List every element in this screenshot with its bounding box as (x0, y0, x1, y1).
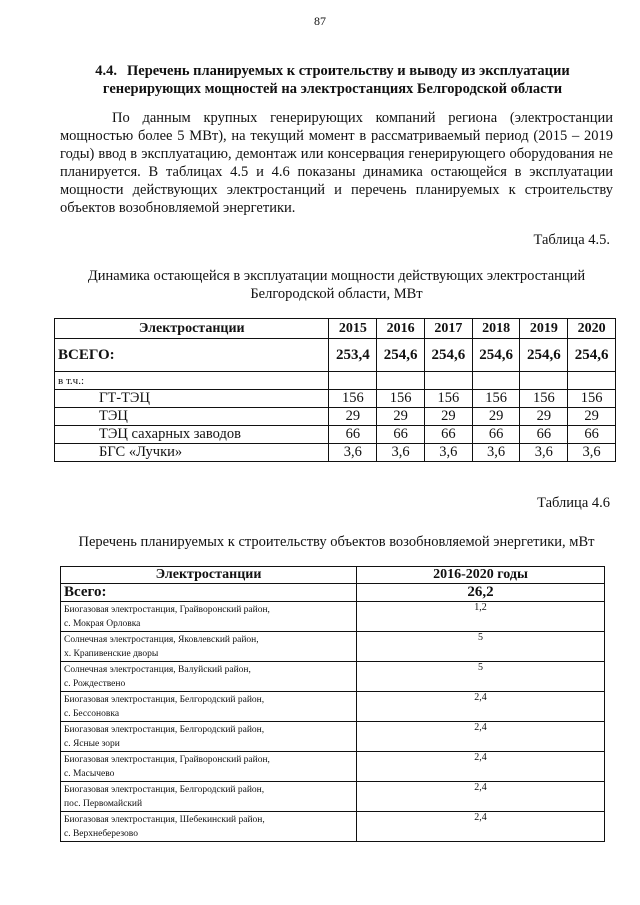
total-value: 254,6 (520, 339, 568, 372)
row-value: 29 (472, 408, 520, 426)
row-name: ГТ-ТЭЦ (55, 390, 329, 408)
station-value: 2,4 (357, 722, 605, 752)
table-row (61, 812, 605, 842)
table-row (55, 408, 616, 426)
table-row (61, 662, 605, 692)
row-name: ТЭЦ (55, 408, 329, 426)
header-cell: Электростанции (55, 319, 329, 339)
caption-line-1: Динамика остающейся в эксплуатации мощности действующих электростанций (87, 268, 586, 284)
row-value: 66 (424, 426, 472, 444)
including-label: в т.ч.: (55, 372, 329, 390)
station-line-2: с. Мокрая Орловка (64, 619, 141, 629)
total-value: 254,6 (424, 339, 472, 372)
section-number: 4.4. (95, 63, 118, 79)
station-value: 5 (357, 662, 605, 692)
table-4-6-caption: Перечень планируемых к строительству объектов возобновляемой энергетики, мВт (78, 534, 595, 550)
station-line-1: Биогазовая электростанция, Шебекинский район, (64, 815, 265, 825)
table-row (55, 426, 616, 444)
station-name (61, 632, 357, 662)
header-cell: 2016-2020 годы (357, 567, 605, 584)
row-value: 156 (377, 390, 425, 408)
header-cell: 2017 (424, 319, 472, 339)
row-value: 29 (568, 408, 616, 426)
table-4-5-caption (60, 267, 613, 303)
row-value: 29 (377, 408, 425, 426)
row-value: 29 (520, 408, 568, 426)
table-header-row (55, 319, 616, 339)
row-value: 156 (520, 390, 568, 408)
table-row (61, 692, 605, 722)
row-value: 156 (472, 390, 520, 408)
row-value: 3,6 (424, 444, 472, 462)
table-row (55, 444, 616, 462)
table-row (61, 782, 605, 812)
table-4-5 (54, 318, 616, 462)
section-heading (60, 62, 605, 98)
station-line-2: пос. Первомайский (64, 799, 143, 809)
row-name: БГС «Лучки» (55, 444, 329, 462)
row-value: 29 (329, 408, 377, 426)
total-value: 254,6 (377, 339, 425, 372)
header-cell: 2019 (520, 319, 568, 339)
station-value: 1,2 (357, 602, 605, 632)
station-name (61, 692, 357, 722)
table-row (61, 632, 605, 662)
station-line-2: с. Бессоновка (64, 709, 120, 719)
page-number: 87 (314, 14, 326, 28)
row-value: 3,6 (520, 444, 568, 462)
station-line-1: Биогазовая электростанция, Белгородский район, (64, 695, 265, 705)
row-value: 3,6 (377, 444, 425, 462)
station-value: 5 (357, 632, 605, 662)
row-name: ТЭЦ сахарных заводов (55, 426, 329, 444)
station-line-1: Биогазовая электростанция, Белгородский район, (64, 785, 265, 795)
header-cell: 2020 (568, 319, 616, 339)
station-line-2: с. Масычево (64, 769, 115, 779)
table-row (61, 602, 605, 632)
header-cell: Электростанции (61, 567, 357, 584)
total-value: 254,6 (568, 339, 616, 372)
station-name (61, 782, 357, 812)
station-line-1: Биогазовая электростанция, Грайворонский район, (64, 605, 270, 615)
section-title: Перечень планируемых к строительству и выводу из эксплуатации генерирующих мощностей на электростанциях Белгородской области (102, 63, 570, 97)
station-name (61, 752, 357, 782)
table-4-6 (60, 566, 605, 842)
caption-line-2: Белгородской области, МВт (250, 286, 423, 302)
table-row-total (61, 584, 605, 602)
station-value: 2,4 (357, 752, 605, 782)
intro-paragraph: По данным крупных генерирующих компаний региона (электростанции мощностью более 5 МВт), на текущий момент в рассматриваемый период (2015 – 2019 годы) ввод в эксплуатацию, демонтаж или консервация генерирующего оборудования не планируется. В таблицах 4.5 и 4.6 показаны динамика остающейся в эксплуатации мощности действующих электростанций и перечень планируемых к строительству объектов возобновляемой энергетики. (60, 110, 613, 216)
row-value: 66 (520, 426, 568, 444)
station-line-1: Солнечная электростанция, Яковлевский район, (64, 635, 259, 645)
station-line-2: с. Рождествено (64, 679, 126, 689)
row-value: 156 (329, 390, 377, 408)
table-row-total (55, 339, 616, 372)
total-value: 254,6 (472, 339, 520, 372)
table-row (55, 390, 616, 408)
header-cell: 2016 (377, 319, 425, 339)
station-line-2: х. Крапивенские дворы (64, 649, 159, 659)
row-value: 156 (424, 390, 472, 408)
total-value: 26,2 (357, 584, 605, 602)
row-value: 29 (424, 408, 472, 426)
station-line-2: с. Ясные зори (64, 739, 120, 749)
total-label: ВСЕГО: (55, 339, 329, 372)
row-value: 3,6 (472, 444, 520, 462)
station-name (61, 722, 357, 752)
station-line-1: Биогазовая электростанция, Белгородский район, (64, 725, 265, 735)
station-value: 2,4 (357, 812, 605, 842)
station-name (61, 662, 357, 692)
station-value: 2,4 (357, 692, 605, 722)
station-name (61, 602, 357, 632)
row-value: 156 (568, 390, 616, 408)
table-4-6-label: Таблица 4.6 (537, 495, 610, 511)
station-line-1: Солнечная электростанция, Валуйский район, (64, 665, 251, 675)
total-label: Всего: (61, 584, 357, 602)
row-value: 3,6 (568, 444, 616, 462)
row-value: 66 (568, 426, 616, 444)
total-value: 253,4 (329, 339, 377, 372)
row-value: 66 (472, 426, 520, 444)
table-header-row (61, 567, 605, 584)
row-value: 66 (377, 426, 425, 444)
table-row (61, 752, 605, 782)
station-name (61, 812, 357, 842)
table-row-including (55, 372, 616, 390)
table-row (61, 722, 605, 752)
station-line-2: с. Верхнеберезово (64, 829, 138, 839)
header-cell: 2018 (472, 319, 520, 339)
station-line-1: Биогазовая электростанция, Грайворонский район, (64, 755, 270, 765)
table-4-5-label: Таблица 4.5. (533, 232, 610, 248)
station-value: 2,4 (357, 782, 605, 812)
header-cell: 2015 (329, 319, 377, 339)
row-value: 3,6 (329, 444, 377, 462)
row-value: 66 (329, 426, 377, 444)
